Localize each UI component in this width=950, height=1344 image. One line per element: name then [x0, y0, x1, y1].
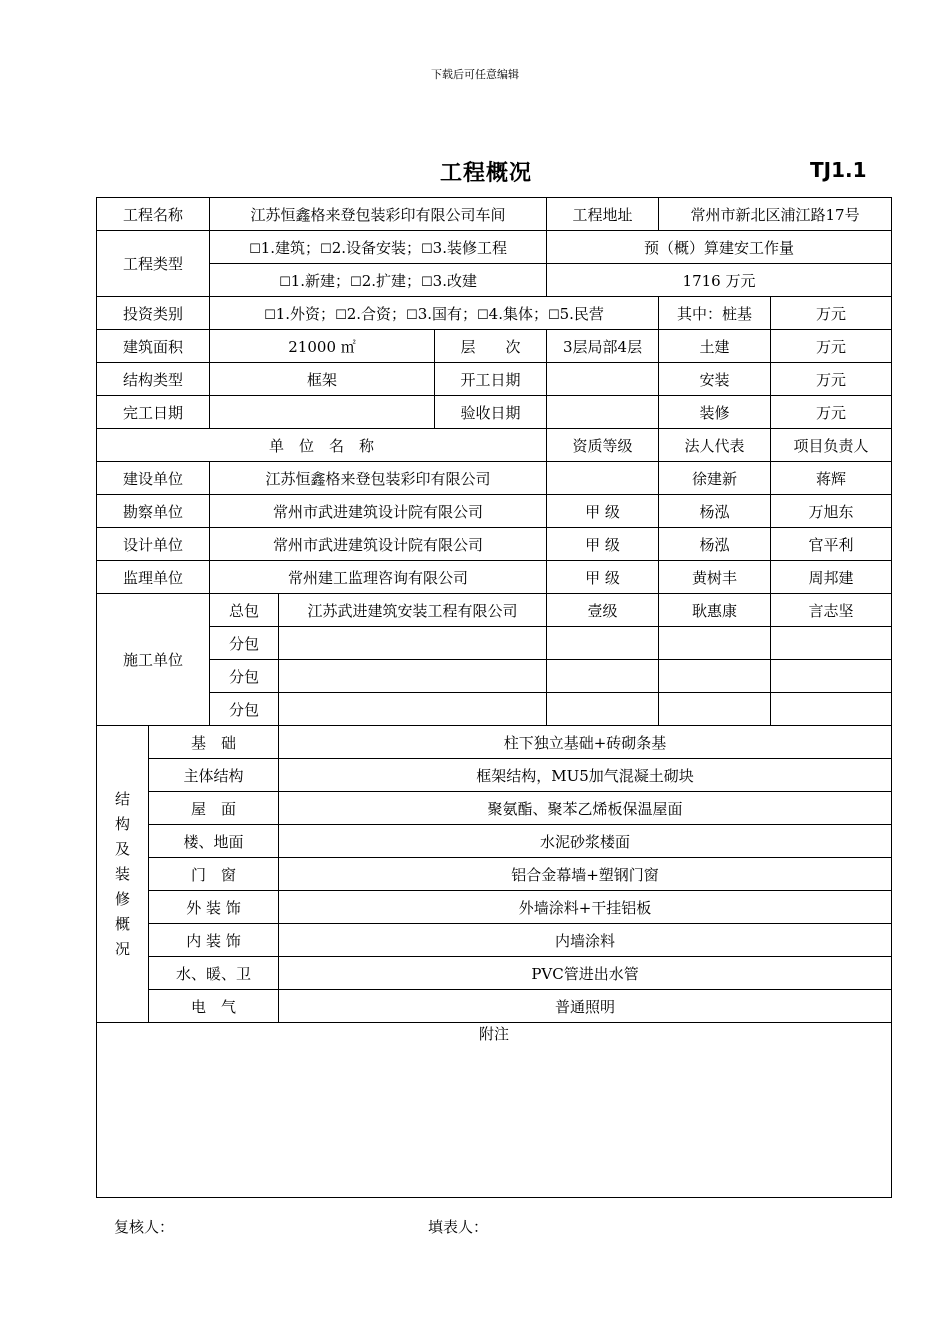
construction-sub: 分包	[210, 693, 279, 726]
checkbox-icon: ☐	[477, 307, 489, 323]
overview-label-char: 及	[114, 839, 130, 858]
form-code: TJ1.1	[810, 158, 867, 182]
table-row	[97, 462, 892, 495]
budget-value: 1716 万元	[547, 264, 892, 297]
unit-grade: 甲 级	[547, 495, 659, 528]
unit-role: 建设单位	[97, 462, 210, 495]
overview-item: 楼、地面	[149, 825, 279, 858]
notes-label: 附注	[479, 1025, 510, 1043]
type-option: 2.设备安装；	[331, 238, 421, 257]
unit-legal: 杨泓	[659, 495, 771, 528]
type-options-1	[210, 231, 547, 264]
construction-name	[279, 660, 547, 693]
construction-manager	[771, 627, 892, 660]
checkbox-icon: ☐	[421, 241, 433, 257]
construction-label: 施工单位	[97, 594, 210, 726]
unit-name: 常州市武进建筑设计院有限公司	[210, 528, 547, 561]
construction-name	[279, 693, 547, 726]
construction-sub: 总包	[210, 594, 279, 627]
project-overview-table	[96, 197, 892, 1198]
overview-desc: 柱下独立基础+砖砌条基	[279, 726, 892, 759]
unit-grade: 甲 级	[547, 561, 659, 594]
unit-manager: 官平利	[771, 528, 892, 561]
checkbox-icon: ☐	[320, 241, 332, 257]
pile-value: 万元	[771, 297, 892, 330]
construction-legal	[659, 693, 771, 726]
accept-date-label: 验收日期	[435, 396, 547, 429]
row-notes	[97, 1023, 892, 1198]
type-option: 1.新建；	[290, 271, 351, 290]
checkbox-icon: ☐	[350, 274, 362, 290]
row-units-header	[97, 429, 892, 462]
budget-label: 预（概）算建安工作量	[547, 231, 892, 264]
overview-item: 电 气	[149, 990, 279, 1023]
start-date-value	[547, 363, 659, 396]
overview-item: 水、暖、卫	[149, 957, 279, 990]
install-value: 万元	[771, 363, 892, 396]
unit-grade: 甲 级	[547, 528, 659, 561]
overview-item: 主体结构	[149, 759, 279, 792]
overview-item: 基 础	[149, 726, 279, 759]
page-title: 工程概况	[440, 161, 533, 186]
finish-date-label: 完工日期	[97, 396, 210, 429]
checkbox-icon: ☐	[547, 307, 560, 323]
overview-label-char: 构	[114, 814, 130, 833]
unit-name: 常州市武进建筑设计院有限公司	[210, 495, 547, 528]
type-option: 2.扩建；	[361, 271, 421, 290]
construction-sub: 分包	[210, 627, 279, 660]
overview-desc: 水泥砂浆楼面	[279, 825, 892, 858]
invest-option: 4.集体；	[488, 304, 548, 323]
decor-label: 装修	[659, 396, 771, 429]
overview-label-char: 修	[114, 889, 130, 908]
invest-option: 2.合资；	[346, 304, 407, 323]
unit-grade	[547, 462, 659, 495]
construction-grade	[547, 693, 659, 726]
checkbox-icon: ☐	[421, 274, 433, 290]
unit-name: 常州建工监理咨询有限公司	[210, 561, 547, 594]
row-project-type-2	[97, 264, 892, 297]
unit-role: 监理单位	[97, 561, 210, 594]
units-header-grade: 资质等级	[547, 429, 659, 462]
table-row	[97, 891, 892, 924]
notes-cell	[97, 1023, 892, 1198]
unit-manager: 蒋辉	[771, 462, 892, 495]
project-name-label: 工程名称	[97, 198, 210, 231]
overview-label-char: 概	[114, 914, 130, 933]
table-row	[97, 594, 892, 627]
checkbox-icon: ☐	[406, 307, 418, 323]
unit-role: 设计单位	[97, 528, 210, 561]
construction-name: 江苏武进建筑安装工程有限公司	[279, 594, 547, 627]
invest-options	[210, 297, 659, 330]
overview-item: 外 装 饰	[149, 891, 279, 924]
overview-desc: 内墙涂料	[279, 924, 892, 957]
units-header-manager: 项目负责人	[771, 429, 892, 462]
type-option: 1.建筑；	[260, 238, 321, 257]
row-project-name	[97, 198, 892, 231]
pile-label: 其中：桩基	[659, 297, 771, 330]
construction-name	[279, 627, 547, 660]
structure-value: 框架	[210, 363, 435, 396]
overview-desc: 聚氨酯、聚苯乙烯板保温屋面	[279, 792, 892, 825]
row-project-type-1	[97, 231, 892, 264]
table-row	[97, 957, 892, 990]
table-row	[97, 924, 892, 957]
install-label: 安装	[659, 363, 771, 396]
floors-label: 层 次	[435, 330, 547, 363]
project-name-value: 江苏恒鑫格来登包装彩印有限公司车间	[210, 198, 547, 231]
project-type-label: 工程类型	[97, 231, 210, 297]
invest-option: 3.国有；	[417, 304, 477, 323]
area-value: 21000 ㎡	[210, 330, 435, 363]
construction-manager	[771, 660, 892, 693]
unit-role: 勘察单位	[97, 495, 210, 528]
accept-date-value	[547, 396, 659, 429]
overview-item: 门 窗	[149, 858, 279, 891]
filler-label: 填表人：	[428, 1218, 489, 1236]
unit-legal: 杨泓	[659, 528, 771, 561]
row-investment	[97, 297, 892, 330]
checkbox-icon: ☐	[249, 241, 261, 257]
construction-grade	[547, 627, 659, 660]
header-note: 下载后可任意编辑	[431, 68, 519, 81]
type-option: 3.装修工程	[432, 238, 507, 257]
construction-legal	[659, 627, 771, 660]
finish-date-value	[210, 396, 435, 429]
overview-label	[97, 726, 149, 1023]
construction-grade: 壹级	[547, 594, 659, 627]
type-options-2	[210, 264, 547, 297]
unit-legal: 徐建新	[659, 462, 771, 495]
row-finish	[97, 396, 892, 429]
overview-desc: 框架结构，MU5加气混凝土砌块	[279, 759, 892, 792]
project-address-value: 常州市新北区浦江路17号	[659, 198, 892, 231]
construction-grade	[547, 660, 659, 693]
construction-manager: 言志坚	[771, 594, 892, 627]
project-address-label: 工程地址	[547, 198, 659, 231]
overview-label-char: 装	[114, 864, 130, 883]
overview-label-char: 结	[114, 789, 130, 808]
overview-desc: 铝合金幕墙+塑钢门窗	[279, 858, 892, 891]
overview-label-char: 况	[114, 939, 130, 958]
row-structure	[97, 363, 892, 396]
decor-value: 万元	[771, 396, 892, 429]
units-header-name: 单 位 名 称	[97, 429, 547, 462]
table-row	[97, 990, 892, 1023]
table-row	[97, 726, 892, 759]
reviewer-label: 复核人：	[114, 1218, 175, 1236]
table-row	[97, 792, 892, 825]
overview-desc: 外墙涂料+干挂铝板	[279, 891, 892, 924]
table-row	[97, 528, 892, 561]
construction-manager	[771, 693, 892, 726]
unit-legal: 黄树丰	[659, 561, 771, 594]
table-row	[97, 759, 892, 792]
unit-manager: 万旭东	[771, 495, 892, 528]
overview-item: 内 装 饰	[149, 924, 279, 957]
overview-item: 屋 面	[149, 792, 279, 825]
table-row	[97, 693, 892, 726]
civil-label: 土建	[659, 330, 771, 363]
checkbox-icon: ☐	[264, 307, 276, 323]
construction-legal: 耿惠康	[659, 594, 771, 627]
invest-option: 1.外资；	[275, 304, 336, 323]
invest-option: 5.民营	[559, 304, 604, 323]
civil-value: 万元	[771, 330, 892, 363]
type-option: 3.改建	[432, 271, 477, 290]
invest-label: 投资类别	[97, 297, 210, 330]
table-row	[97, 495, 892, 528]
overview-desc: PVC管进出水管	[279, 957, 892, 990]
table-row	[97, 825, 892, 858]
table-row	[97, 858, 892, 891]
units-header-legal: 法人代表	[659, 429, 771, 462]
area-label: 建筑面积	[97, 330, 210, 363]
checkbox-icon: ☐	[279, 274, 291, 290]
floors-value: 3层局部4层	[547, 330, 659, 363]
construction-legal	[659, 660, 771, 693]
start-date-label: 开工日期	[435, 363, 547, 396]
table-row	[97, 660, 892, 693]
checkbox-icon: ☐	[335, 307, 347, 323]
unit-manager: 周邦建	[771, 561, 892, 594]
row-area	[97, 330, 892, 363]
table-row	[97, 627, 892, 660]
structure-label: 结构类型	[97, 363, 210, 396]
table-row	[97, 561, 892, 594]
overview-desc: 普通照明	[279, 990, 892, 1023]
unit-name: 江苏恒鑫格来登包装彩印有限公司	[210, 462, 547, 495]
construction-sub: 分包	[210, 660, 279, 693]
